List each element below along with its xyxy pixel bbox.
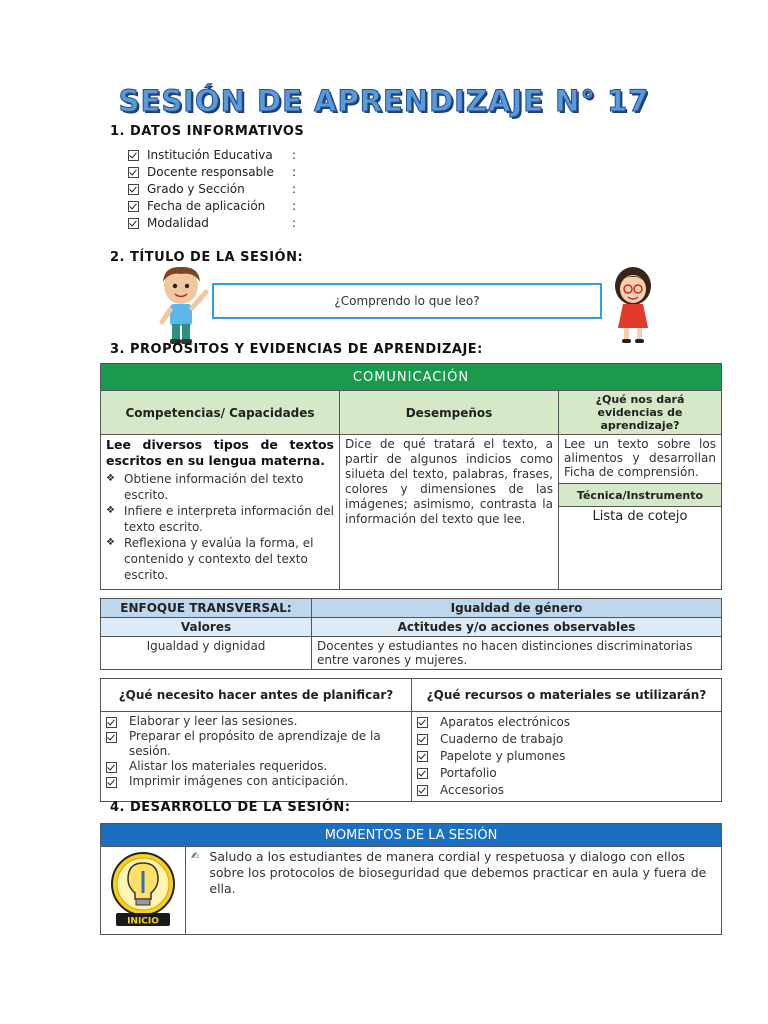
recursos-header: ¿Qué recursos o materiales se utilizarán? — [412, 679, 722, 712]
checkbox-icon — [106, 717, 117, 728]
boy-illustration — [154, 262, 216, 346]
inicio-content-cell — [186, 847, 722, 935]
col-header-competencias: Competencias/ Capacidades — [101, 391, 340, 435]
datos-row: Institución Educativa : — [128, 147, 296, 164]
inicio-item: ✍ Saludo a los estudiantes de manera cordial y respetuosa y dialogo con ellos sobre los protocolos de bioseguridad que debemos practicar en aula y fuera de ella. — [191, 849, 707, 896]
enfoque-value: Igualdad de género — [312, 599, 722, 618]
enfoque-table — [100, 598, 722, 670]
competencia-text: Lee diversos tipos de textos escritos en su lengua materna. — [106, 437, 334, 468]
actitudes-header: Actitudes y/o acciones observables — [312, 618, 722, 637]
col-header-desempenos: Desempeños — [340, 391, 559, 435]
propositos-table — [100, 363, 722, 590]
checkbox-icon — [128, 167, 139, 178]
bullet-icon: ❖ — [106, 537, 115, 548]
recursos-cell — [412, 712, 722, 802]
checkbox-icon — [417, 734, 428, 745]
instrumento-cell: Lista de cotejo — [559, 507, 722, 590]
enfoque-label: ENFOQUE TRANSVERSAL: — [101, 599, 312, 618]
page-title: SESIÓN DE APRENDIZAJE N° 17 — [118, 84, 650, 118]
writing-hand-icon: ✍ — [191, 851, 200, 862]
antes-cell — [101, 712, 412, 802]
checkbox-icon — [417, 785, 428, 796]
list-item: Elaborar y leer las sesiones. — [106, 714, 406, 729]
checkbox-icon — [417, 717, 428, 728]
checkbox-icon — [128, 218, 139, 229]
datos-row: Docente responsable : — [128, 164, 296, 181]
tecnica-header: Técnica/Instrumento — [559, 484, 722, 507]
section-heading-desarrollo: 4. DESARROLLO DE LA SESIÓN: — [110, 800, 351, 815]
area-header: COMUNICACIÓN — [101, 364, 722, 391]
antes-header: ¿Qué necesito hacer antes de planificar? — [101, 679, 412, 712]
inicio-icon-cell — [101, 847, 186, 935]
list-item: Aparatos electrónicos — [417, 714, 716, 731]
valor-cell: Igualdad y dignidad — [101, 637, 312, 670]
checkbox-icon — [417, 751, 428, 762]
list-item: Accesorios — [417, 782, 716, 799]
capacidad-item: ❖ Obtiene información del texto escrito. — [106, 472, 304, 502]
checkbox-icon — [128, 150, 139, 161]
bullet-icon: ❖ — [106, 473, 115, 484]
inicio-label: INICIO — [127, 916, 159, 927]
list-item: Papelote y plumones — [417, 748, 716, 765]
evidencia-cell: Lee un texto sobre los alimentos y desarrollan Ficha de comprensión. — [559, 435, 722, 484]
col-header-evidencias: ¿Qué nos dará evidencias de aprendizaje? — [559, 391, 722, 435]
checkbox-icon — [417, 768, 428, 779]
capacidad-item: ❖ Infiere e interpreta información del texto escrito. — [106, 504, 334, 534]
list-item: Portafolio — [417, 765, 716, 782]
valores-header: Valores — [101, 618, 312, 637]
session-title-box: ¿Comprendo lo que leo? — [212, 283, 602, 319]
actitud-cell: Docentes y estudiantes no hacen distinciones discriminatorias entre varones y mujeres. — [312, 637, 722, 670]
list-item: Preparar el propósito de aprendizaje de la sesión. — [106, 729, 406, 759]
checkbox-icon — [106, 762, 117, 773]
checkbox-icon — [106, 732, 117, 743]
list-item: Imprimir imágenes con anticipación. — [106, 774, 406, 789]
datos-row: Grado y Sección : — [128, 181, 296, 198]
desempeno-cell: Dice de qué tratará el texto, a partir de algunos indicios como silueta del texto, palabras, frases, colores y dimensiones de las imágenes; asimismo, contrasta la información del texto que lee. — [340, 435, 559, 590]
competencias-cell — [101, 435, 340, 590]
bullet-icon: ❖ — [106, 505, 115, 516]
checkbox-icon — [128, 201, 139, 212]
section-heading-titulo: 2. TÍTULO DE LA SESIÓN: — [110, 250, 304, 265]
momentos-header: MOMENTOS DE LA SESIÓN — [101, 824, 722, 847]
planificar-table — [100, 678, 722, 802]
girl-illustration — [608, 264, 658, 344]
section-heading-datos: 1. DATOS INFORMATIVOS — [110, 124, 305, 139]
datos-informativos-list — [128, 147, 296, 232]
checkbox-icon — [106, 777, 117, 788]
checkbox-icon — [128, 184, 139, 195]
momentos-table — [100, 823, 722, 935]
datos-row: Fecha de aplicación : — [128, 198, 296, 215]
list-item: Cuaderno de trabajo — [417, 731, 716, 748]
list-item: Alistar los materiales requeridos. — [106, 759, 406, 774]
section-heading-propositos: 3. PROPÓSITOS Y EVIDENCIAS DE APRENDIZAJE: — [110, 342, 483, 357]
lightbulb-icon — [108, 849, 178, 929]
datos-row: Modalidad : — [128, 215, 296, 232]
capacidad-item: ❖ Reflexiona y evalúa la forma, el contenido y contexto del texto escrito. — [106, 536, 314, 582]
